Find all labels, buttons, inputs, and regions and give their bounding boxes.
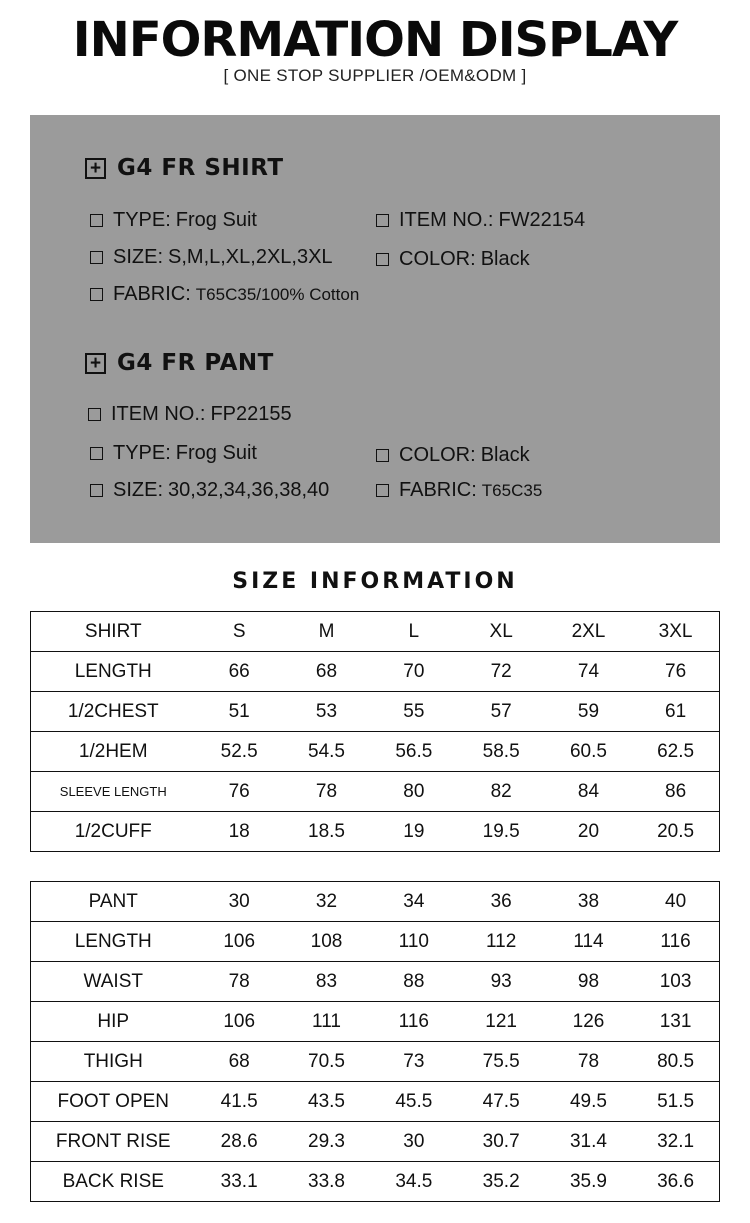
plus-box-icon: +: [85, 158, 106, 179]
checkbox-icon: [90, 214, 103, 227]
row-label-cell: WAIST: [31, 962, 196, 1002]
table-cell: 60.5: [545, 732, 632, 772]
pant-size-label: SIZE:: [113, 479, 164, 501]
table-row: [31, 1042, 720, 1082]
table-row: [31, 1082, 720, 1122]
row-label-cell: 1/2CUFF: [31, 812, 196, 852]
shirt-color-label: COLOR:: [399, 248, 476, 270]
row-label-cell: BACK RISE: [31, 1162, 196, 1202]
table-row: [31, 732, 720, 772]
checkbox-icon: [376, 449, 389, 462]
shirt-color-value: Black: [480, 248, 530, 270]
plus-box-icon: +: [85, 353, 106, 374]
table-cell: 38: [545, 882, 632, 922]
table-row: [31, 772, 720, 812]
table-cell: 76: [632, 652, 719, 692]
table-cell: 59: [545, 692, 632, 732]
row-label-cell: SHIRT: [31, 612, 196, 652]
pant-type-spec: [90, 442, 257, 465]
table-cell: 52.5: [196, 732, 283, 772]
pant-size-table: [30, 881, 720, 1202]
table-cell: 78: [545, 1042, 632, 1082]
table-cell: M: [283, 612, 370, 652]
pant-fabric-label: FABRIC:: [399, 479, 477, 501]
table-cell: 93: [457, 962, 544, 1002]
page-title: INFORMATION DISPLAY: [72, 12, 678, 68]
table-cell: 103: [632, 962, 719, 1002]
table-cell: 70.5: [283, 1042, 370, 1082]
shirt-size-value: S,M,L,XL,2XL,3XL: [168, 246, 333, 268]
pant-color-value: Black: [480, 444, 530, 466]
table-cell: 61: [632, 692, 719, 732]
table-cell: S: [196, 612, 283, 652]
pant-section-title: G4 FR PANT: [117, 350, 274, 376]
table-cell: 30.7: [457, 1122, 544, 1162]
size-information-title: SIZE INFORMATION: [232, 569, 518, 594]
pant-color-label: COLOR:: [399, 444, 476, 466]
checkbox-icon: [90, 447, 103, 460]
table-cell: 18.5: [283, 812, 370, 852]
pant-color-spec: [376, 444, 530, 467]
table-cell: 56.5: [370, 732, 457, 772]
table-cell: 126: [545, 1002, 632, 1042]
table-cell: 80: [370, 772, 457, 812]
pant-size-spec: [90, 479, 329, 502]
checkbox-icon: [90, 484, 103, 497]
table-cell: 70: [370, 652, 457, 692]
table-cell: 45.5: [370, 1082, 457, 1122]
checkbox-icon: [376, 253, 389, 266]
table-cell: 131: [632, 1002, 719, 1042]
shirt-type-label: TYPE:: [113, 209, 171, 231]
table-cell: 43.5: [283, 1082, 370, 1122]
row-label-cell: 1/2CHEST: [31, 692, 196, 732]
row-label-cell: PANT: [31, 882, 196, 922]
shirt-size-label: SIZE:: [113, 246, 164, 268]
pant-fabric-spec: [376, 479, 542, 502]
table-cell: 20.5: [632, 812, 719, 852]
shirt-size-table: [30, 611, 720, 852]
table-cell: 75.5: [457, 1042, 544, 1082]
shirt-fabric-value: T65C35/100% Cotton: [195, 284, 360, 304]
table-cell: 98: [545, 962, 632, 1002]
row-label-cell: FOOT OPEN: [31, 1082, 196, 1122]
shirt-type-value: Frog Suit: [175, 209, 257, 231]
table-cell: 111: [283, 1002, 370, 1042]
table-cell: 30: [370, 1122, 457, 1162]
table-cell: 2XL: [545, 612, 632, 652]
table-cell: 19.5: [457, 812, 544, 852]
table-cell: 86: [632, 772, 719, 812]
table-cell: 121: [457, 1002, 544, 1042]
table-cell: 34.5: [370, 1162, 457, 1202]
table-cell: 58.5: [457, 732, 544, 772]
table-cell: XL: [457, 612, 544, 652]
table-cell: 84: [545, 772, 632, 812]
table-cell: 54.5: [283, 732, 370, 772]
table-cell: 78: [196, 962, 283, 1002]
table-cell: 51: [196, 692, 283, 732]
table-cell: 36.6: [632, 1162, 719, 1202]
table-row: [31, 692, 720, 732]
row-label-cell: FRONT RISE: [31, 1122, 196, 1162]
table-cell: 72: [457, 652, 544, 692]
table-cell: 28.6: [196, 1122, 283, 1162]
row-label-cell: LENGTH: [31, 652, 196, 692]
shirt-section-header: [85, 155, 284, 181]
table-cell: 66: [196, 652, 283, 692]
table-cell: 112: [457, 922, 544, 962]
checkbox-icon: [376, 484, 389, 497]
table-cell: 116: [370, 1002, 457, 1042]
table-cell: 83: [283, 962, 370, 1002]
pant-item-spec: [88, 403, 292, 426]
table-cell: 53: [283, 692, 370, 732]
pant-size-value: 30,32,34,36,38,40: [168, 479, 330, 501]
table-cell: 76: [196, 772, 283, 812]
table-cell: 29.3: [283, 1122, 370, 1162]
table-cell: 106: [196, 1002, 283, 1042]
checkbox-icon: [88, 408, 101, 421]
checkbox-icon: [376, 214, 389, 227]
table-cell: 116: [632, 922, 719, 962]
page-subtitle: [ ONE STOP SUPPLIER /OEM&ODM ]: [223, 66, 527, 85]
table-row: [31, 1002, 720, 1042]
shirt-size-spec: [90, 246, 333, 269]
shirt-item-spec: [376, 209, 585, 232]
table-cell: 108: [283, 922, 370, 962]
table-cell: 74: [545, 652, 632, 692]
checkbox-icon: [90, 251, 103, 264]
pant-type-label: TYPE:: [113, 442, 171, 464]
table-cell: 35.9: [545, 1162, 632, 1202]
shirt-color-spec: [376, 248, 530, 271]
table-row: [31, 812, 720, 852]
shirt-section-title: G4 FR SHIRT: [117, 155, 284, 181]
table-cell: 110: [370, 922, 457, 962]
table-row: [31, 962, 720, 1002]
table-cell: 47.5: [457, 1082, 544, 1122]
table-cell: 68: [196, 1042, 283, 1082]
table-cell: 62.5: [632, 732, 719, 772]
pant-fabric-value: T65C35: [481, 480, 543, 500]
pant-item-label: ITEM NO.:: [111, 403, 206, 425]
table-cell: 32.1: [632, 1122, 719, 1162]
checkbox-icon: [90, 288, 103, 301]
table-row: [31, 922, 720, 962]
table-cell: 49.5: [545, 1082, 632, 1122]
table-row: [31, 1122, 720, 1162]
table-cell: 18: [196, 812, 283, 852]
table-cell: 31.4: [545, 1122, 632, 1162]
table-cell: 51.5: [632, 1082, 719, 1122]
shirt-item-value: FW22154: [498, 209, 586, 231]
table-cell: 33.8: [283, 1162, 370, 1202]
table-cell: 40: [632, 882, 719, 922]
table-cell: 41.5: [196, 1082, 283, 1122]
table-cell: 35.2: [457, 1162, 544, 1202]
table-cell: L: [370, 612, 457, 652]
table-cell: 88: [370, 962, 457, 1002]
table-cell: 78: [283, 772, 370, 812]
table-cell: 19: [370, 812, 457, 852]
table-cell: 106: [196, 922, 283, 962]
table-cell: 34: [370, 882, 457, 922]
shirt-fabric-label: FABRIC:: [113, 283, 191, 305]
table-header-row: [31, 882, 720, 922]
table-cell: 20: [545, 812, 632, 852]
table-cell: 33.1: [196, 1162, 283, 1202]
table-cell: 32: [283, 882, 370, 922]
product-info-panel: [30, 115, 720, 543]
table-row: [31, 652, 720, 692]
shirt-item-label: ITEM NO.:: [399, 209, 494, 231]
table-cell: 114: [545, 922, 632, 962]
table-row: [31, 1162, 720, 1202]
table-cell: 82: [457, 772, 544, 812]
table-cell: 36: [457, 882, 544, 922]
row-label-cell: LENGTH: [31, 922, 196, 962]
pant-item-value: FP22155: [210, 403, 292, 425]
row-label-cell: HIP: [31, 1002, 196, 1042]
pant-section-header: [85, 350, 274, 376]
row-label-cell: 1/2HEM: [31, 732, 196, 772]
table-cell: 55: [370, 692, 457, 732]
table-cell: 73: [370, 1042, 457, 1082]
table-cell: 57: [457, 692, 544, 732]
pant-type-value: Frog Suit: [175, 442, 257, 464]
table-cell: 30: [196, 882, 283, 922]
shirt-type-spec: [90, 209, 257, 232]
table-cell: 80.5: [632, 1042, 719, 1082]
table-header-row: [31, 612, 720, 652]
table-cell: 68: [283, 652, 370, 692]
shirt-fabric-spec: [90, 283, 359, 306]
row-label-cell: SLEEVE LENGTH: [31, 772, 196, 812]
row-label-cell: THIGH: [31, 1042, 196, 1082]
table-cell: 3XL: [632, 612, 719, 652]
